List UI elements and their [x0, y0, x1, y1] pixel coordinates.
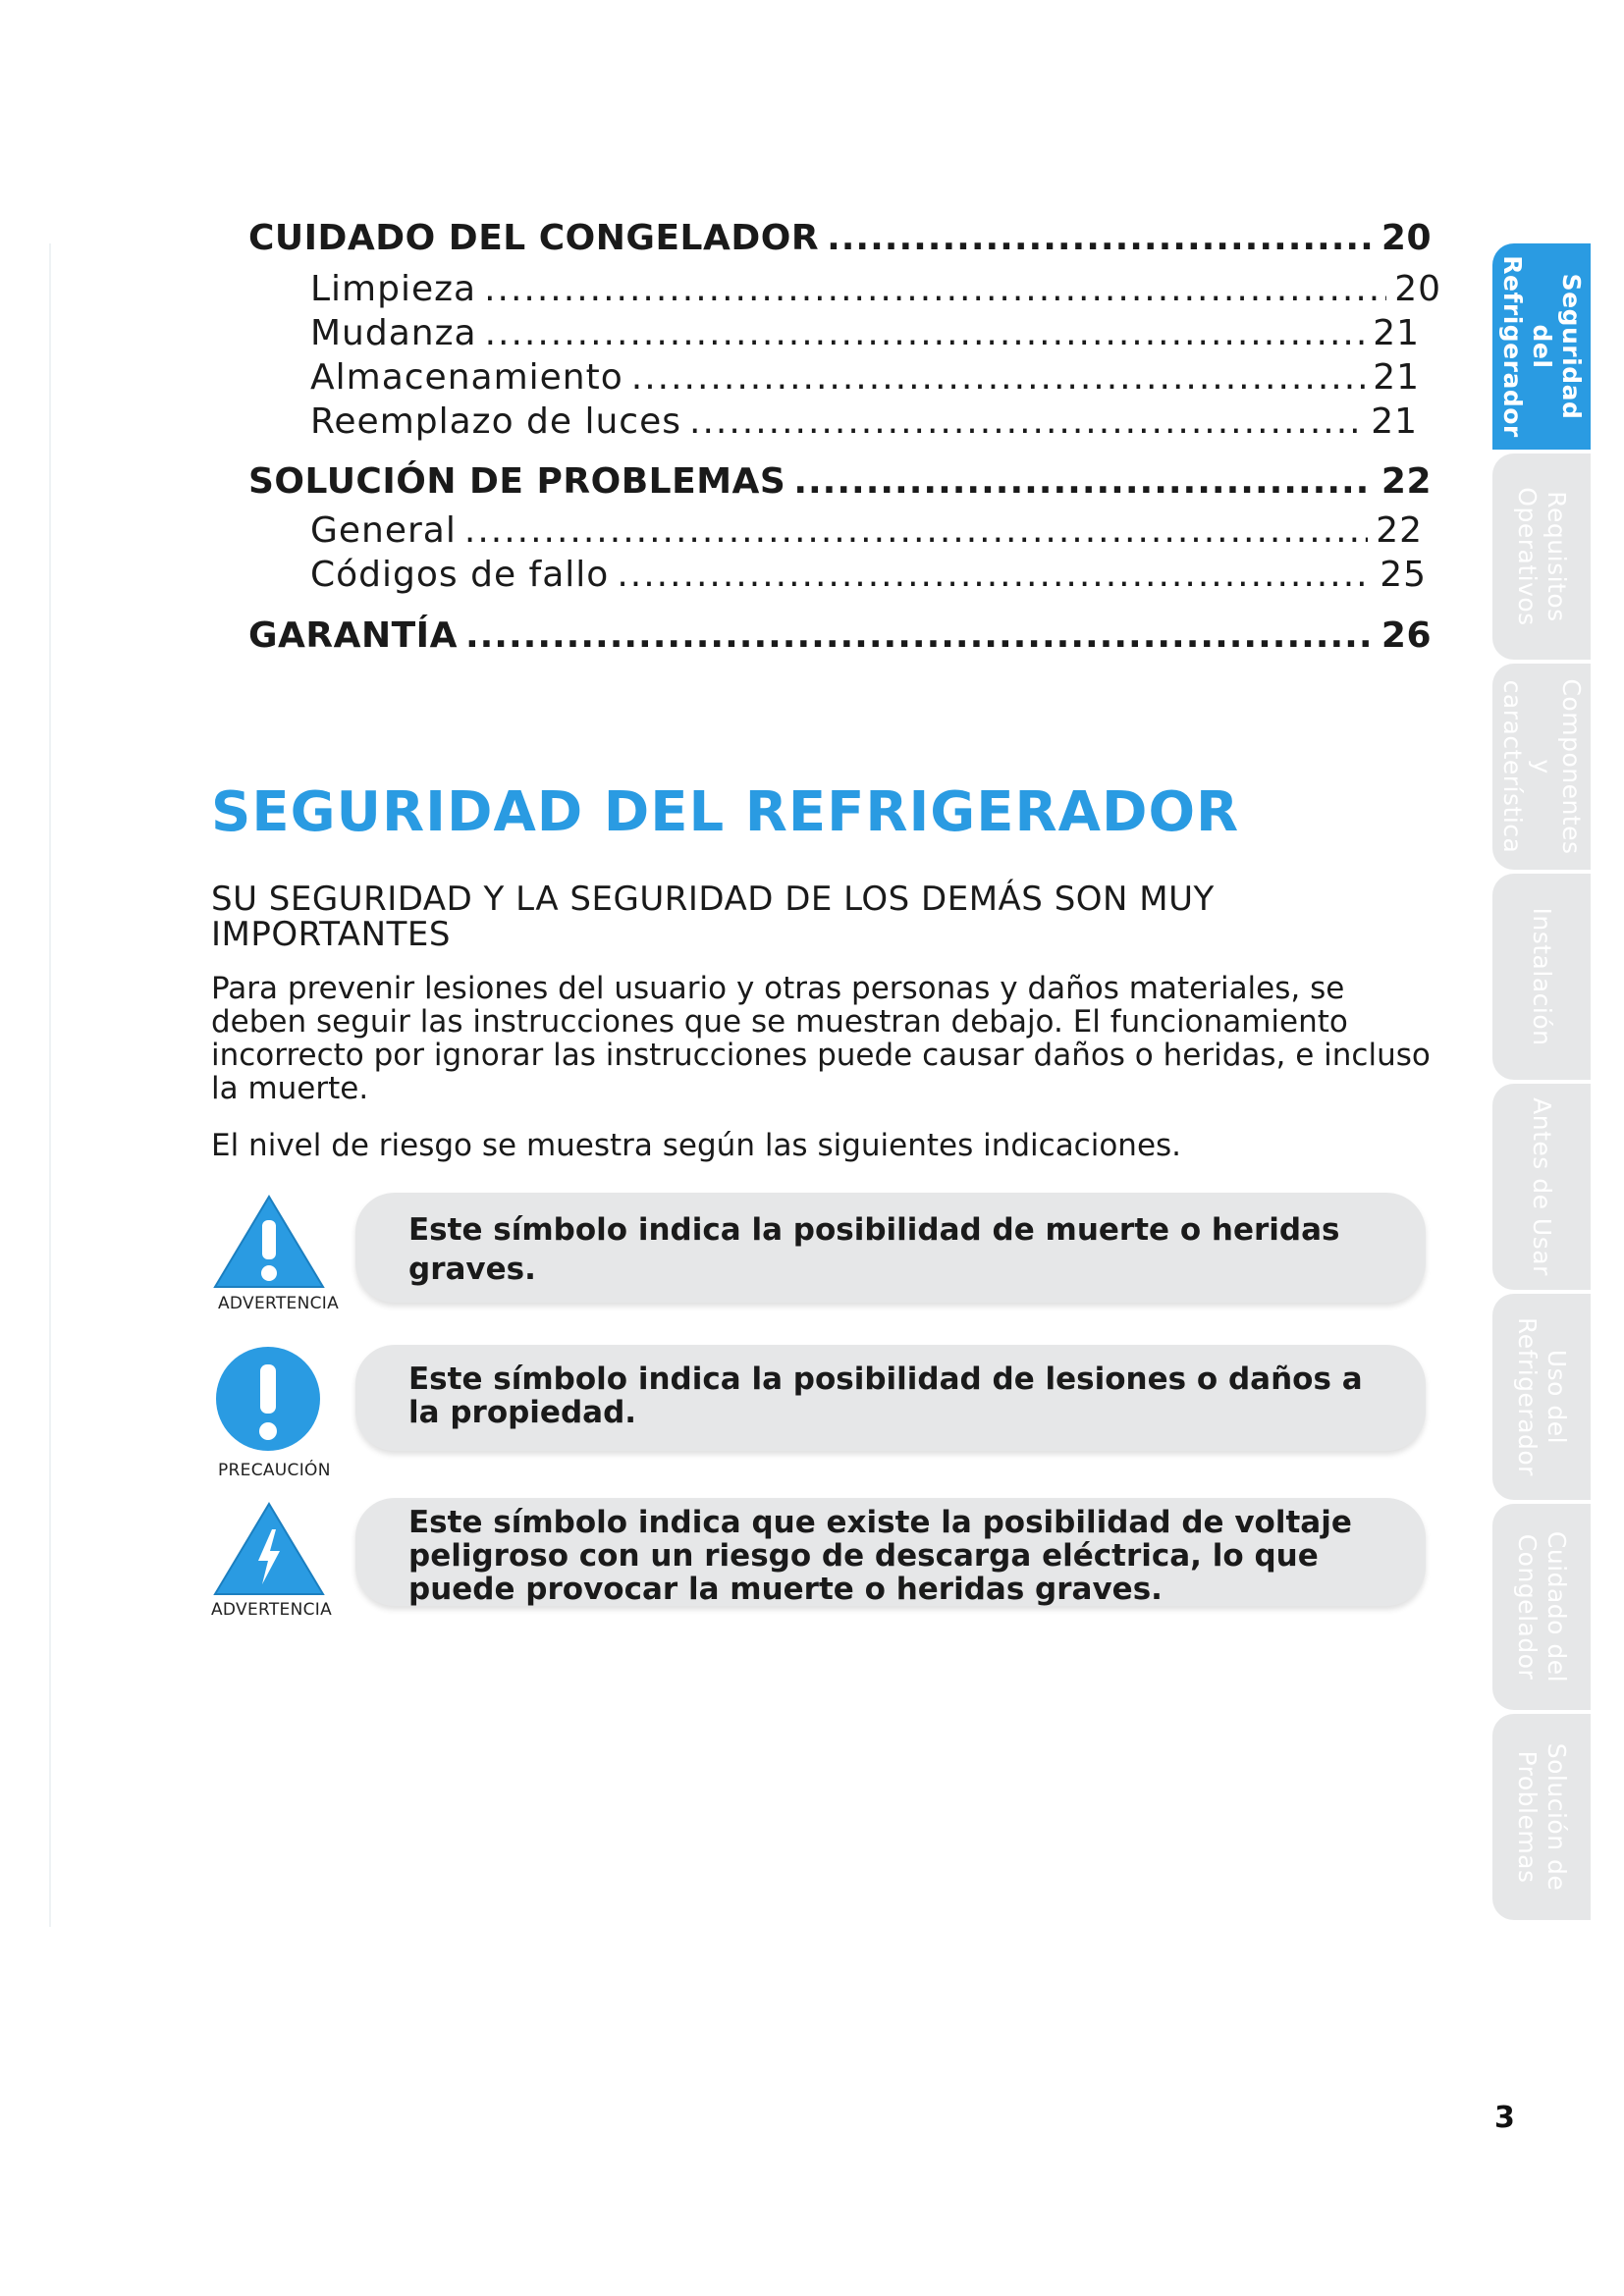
tab-label: Uso del Refrigerador — [1513, 1317, 1571, 1476]
toc-entry-page: 22 — [1380, 461, 1432, 502]
toc-entry-label: General — [310, 510, 457, 551]
toc-entry-reemplazo-de-luces[interactable] — [310, 401, 1418, 442]
toc-entry-label: CUIDADO DEL CONGELADOR — [248, 218, 820, 258]
toc-entry-page: 21 — [1373, 357, 1420, 398]
section-title: SEGURIDAD DEL REFRIGERADOR — [211, 780, 1240, 844]
tab-label: Seguridad del Refrigerador — [1498, 255, 1586, 438]
tab-label: Cuidado del Congelador — [1513, 1530, 1571, 1683]
symbol-description-box — [355, 1193, 1426, 1303]
toc-entry-page: 22 — [1376, 510, 1423, 551]
tab-instalacion[interactable] — [1492, 874, 1591, 1080]
toc-entry-label: Almacenamiento — [310, 357, 623, 398]
toc-entry-label: Códigos de fallo — [310, 555, 610, 595]
toc-entry-cuidado-del-congelador[interactable] — [248, 218, 1432, 258]
left-margin-rule — [49, 243, 51, 1927]
tab-label: Instalación — [1528, 907, 1556, 1046]
toc-entry-garantia[interactable] — [248, 615, 1432, 656]
tab-seguridad-del-refrigerador[interactable] — [1492, 243, 1591, 450]
tab-label: Componentes y característica — [1498, 678, 1586, 855]
symbol-description: Este símbolo indica la posibilidad de muerte o heridas graves. — [408, 1212, 1340, 1287]
toc-entry-page: 25 — [1380, 555, 1427, 595]
toc-entry-page: 21 — [1371, 401, 1418, 442]
symbol-caption: PRECAUCIÓN — [218, 1461, 331, 1480]
toc-entry-label: GARANTÍA — [248, 615, 458, 656]
toc-leader-dots — [793, 461, 1374, 502]
toc-entry-codigos-de-fallo[interactable] — [310, 555, 1427, 595]
toc-entry-label: Reemplazo de luces — [310, 401, 681, 442]
tab-requisitos-operativos[interactable] — [1492, 454, 1591, 660]
toc-entry-almacenamiento[interactable] — [310, 357, 1420, 398]
tab-label: Antes de Usar — [1528, 1097, 1556, 1276]
warning-triangle-icon — [211, 1193, 327, 1291]
toc-leader-dots — [465, 615, 1374, 656]
toc-entry-general[interactable] — [310, 510, 1423, 551]
toc-entry-limpieza[interactable] — [310, 269, 1441, 309]
toc-entry-label: Mudanza — [310, 313, 477, 353]
section-subtitle: SU SEGURIDAD Y LA SEGURIDAD DE LOS DEMÁS SON MUY IMPORTANTES — [211, 880, 1215, 954]
tab-uso-del-refrigerador[interactable] — [1492, 1294, 1591, 1500]
tab-label: Requisitos Operativos — [1513, 487, 1571, 626]
toc-entry-solucion-de-problemas[interactable] — [248, 461, 1432, 502]
toc-entry-page: 21 — [1373, 313, 1420, 353]
symbol-description-box — [355, 1345, 1426, 1451]
toc-leader-dots — [617, 555, 1372, 595]
toc-entry-page: 26 — [1380, 615, 1432, 656]
toc-entry-page: 20 — [1380, 218, 1432, 258]
symbol-caption: ADVERTENCIA — [211, 1600, 333, 1620]
tab-cuidado-del-congelador[interactable] — [1492, 1504, 1591, 1710]
symbol-caption: ADVERTENCIA — [218, 1294, 340, 1313]
toc-entry-mudanza[interactable] — [310, 313, 1420, 353]
toc-entry-label: SOLUCIÓN DE PROBLEMAS — [248, 461, 786, 502]
toc-leader-dots — [631, 357, 1365, 398]
symbol-description: Este símbolo indica que existe la posibilidad de voltaje peligroso con un riesgo de descarga eléctrica, lo que puede provocar la muerte o heridas graves. — [408, 1505, 1352, 1607]
toc-leader-dots — [464, 510, 1368, 551]
symbol-description-box — [355, 1498, 1426, 1606]
toc-entry-page: 20 — [1394, 269, 1441, 309]
intro-paragraph: Para prevenir lesiones del usuario y otras personas y daños materiales, se deben seguir las instrucciones que se muestran debajo. El funcionamiento incorrecto por ignorar las instrucciones puede causar daños o heridas, e incluso la muerte. — [211, 971, 1431, 1106]
toc-leader-dots — [485, 313, 1366, 353]
tab-componentes-y-caracteristica[interactable] — [1492, 664, 1591, 870]
toc-leader-dots — [827, 218, 1374, 258]
symbol-description: Este símbolo indica la posibilidad de lesiones o daños a la propiedad. — [408, 1362, 1363, 1430]
toc-leader-dots — [689, 401, 1363, 442]
tab-antes-de-usar[interactable] — [1492, 1084, 1591, 1290]
electrical-hazard-icon — [211, 1500, 327, 1598]
toc-leader-dots — [484, 269, 1386, 309]
risk-level-paragraph: El nivel de riesgo se muestra según las siguientes indicaciones. — [211, 1128, 1182, 1163]
tab-label: Solución de Problemas — [1513, 1742, 1571, 1892]
toc-entry-label: Limpieza — [310, 269, 477, 309]
caution-circle-icon — [214, 1345, 322, 1453]
page-number: 3 — [1494, 2101, 1515, 2135]
tab-solucion-de-problemas[interactable] — [1492, 1714, 1591, 1920]
